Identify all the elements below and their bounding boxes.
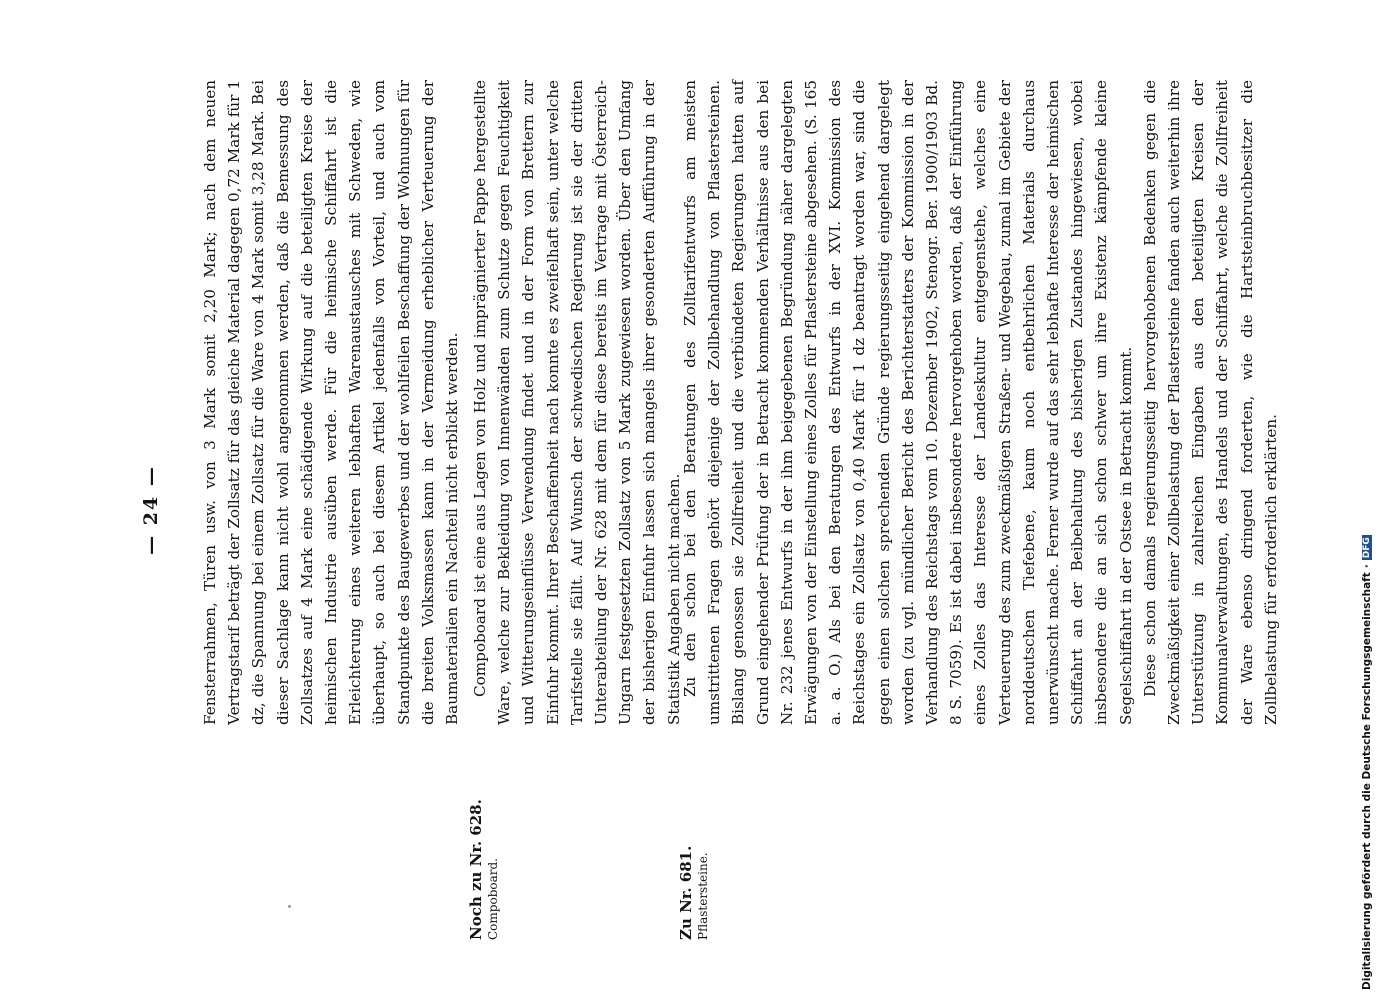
margin-note-subject: Compoboard. [486, 858, 500, 940]
paragraph: Fensterrahmen, Türen usw. von 3 Mark somit 2,20 Mark; nach dem neuen Vertragstarif beträgt der Zollsatz für das gleiche Material dagegen 0,72 Mark für 1 dz, die Spannung bei einem Zollsatz für die Ware von 4 Mark somit 3,28 Mark. Bei dieser Sachlage kann nicht wohl angenommen werden, daß die Bemessung des Zollsatzes auf 4 Mark eine schädigende Wirkung auf die beteiligten Kreise der heimischen Industrie ausüben werde. Für die heimische Schiffahrt ist die Erleichterung eines weiteren lebhaften Warenaustausches mit Schweden, wie überhaupt, so auch bei diesem Artikel jedenfalls von Vorteil, und auch vom Standpunkte des Baugewerbes und der wohlfeilen Beschaffung der Wohnungen für die breiten Volksmassen kann in der Vermeidung erheblicher Verteuerung der Baumaterialien ein Nachteil nicht erblickt werden. [201, 80, 462, 725]
page-number: — 24 — [140, 465, 162, 555]
margin-note-subject: Pflastersteine. [696, 852, 710, 940]
section-body [678, 80, 1283, 725]
scan-speck [288, 905, 291, 908]
digitization-credit: Digitalisierung gefördert durch die Deutsche Forschungsgemeinschaft · DFG [1361, 537, 1373, 990]
paragraph: Zu den schon bei den Beratungen des Zolltarifentwurfs am meisten umstrittenen Fragen gehört diejenige der Zollbehandlung von Pflastersteinen. Bislang genossen sie Zollfreiheit und die verbündeten Regierungen hatten auf Grund eingehender Prüfung der in Betracht kommenden Verhältnisse aus den bei Nr. 232 jenes Entwurfs in der ihm beigegebenen Begründung näher dargelegten Erwägungen von der Einstellung eines Zolles für Pflastersteine abgesehen. (S. 165 a. a. O.) Als bei den Beratungen des Entwurfs in der XVI. Kommission des Reichstages ein Zollsatz von 0,40 Mark für 1 dz beantragt worden war, sind die gegen einen solchen sprechenden Gründe regierungsseitig eingehend dargelegt worden (zu vgl. mündlicher Bericht des Berichterstatters der Kommission in der Verhandlung des Reichstags vom 10. Dezember 1902, Stenogr. Ber. 1900/1903 Bd. 8 S. 7059). Es ist dabei insbesondere hervorgehoben worden, daß der Einführung eines Zolles das Interesse der Landeskultur entgegenstehe, welches eine Verteuerung des zum zweckmäßigen Straßen- und Wegebau, zumal im Gebiete der norddeutschen Tiefebene, kaum noch entbehrlichen Materials durchaus unerwünscht mache. Ferner wurde auf das sehr lebhafte Interesse der heimischen Schiffahrt an der Beibehaltung des bisherigen Zustandes hingewiesen, wobei insbesondere die an sich schon schwer um ihre Existenz kämpfende kleine Segelschiffahrt in der Ostsee in Betracht kommt. [681, 80, 1135, 725]
credit-text: Digitalisierung gefördert durch die Deutsche Forschungsgemeinschaft [1361, 572, 1373, 990]
margin-note [468, 750, 502, 940]
paragraph: Compoboard ist eine aus Lagen von Holz und imprägnierter Pappe hergestellte Ware, welche zur Bekleidung von Innenwänden zum Schutze gegen Feuchtigkeit und Witterungseinflüsse Verwendung findet und in der Form von Brettern zur Einfuhr kommt. Ihrer Beschaffenheit nach konnte es zweifelhaft sein, unter welche Tarifstelle sie fällt. Auf Wunsch der schwedischen Regierung ist sie der dritten Unterabteilung der Nr. 628 mit dem für diese bereits im Vertrage mit Österreich-Ungarn festgesetzten Zollsatz von 5 Mark zugewiesen worden. Über den Umfang der bisherigen Einfuhr lassen sich mangels ihrer gesonderten Aufführung in der Statistik Angaben nicht machen. [471, 80, 683, 725]
margin-note [678, 750, 712, 940]
margin-note-title: Noch zu Nr. 628. [467, 799, 485, 940]
section-body [198, 80, 464, 725]
dfg-logo: DFG [1362, 537, 1372, 559]
rotated-page [140, 80, 1280, 940]
paragraph: Diese schon damals regierungsseitig hervorgehobenen Bedenken gegen die Zweckmäßigkeit einer Zollbelastung der Pflastersteine fanden auch weiterhin ihre Unterstützung in zahlreichen Eingaben aus den beteiligten Kreisen der Kommunalverwaltungen, des Handels und der Schiffahrt, welche die Zollfreiheit der Ware ebenso dringend forderten, wie die Hartsteinbruchbesitzer die Zollbelastung für erforderlich erklärten. [1140, 80, 1280, 725]
section-body [468, 80, 686, 725]
margin-note-title: Zu Nr. 681. [677, 845, 695, 940]
